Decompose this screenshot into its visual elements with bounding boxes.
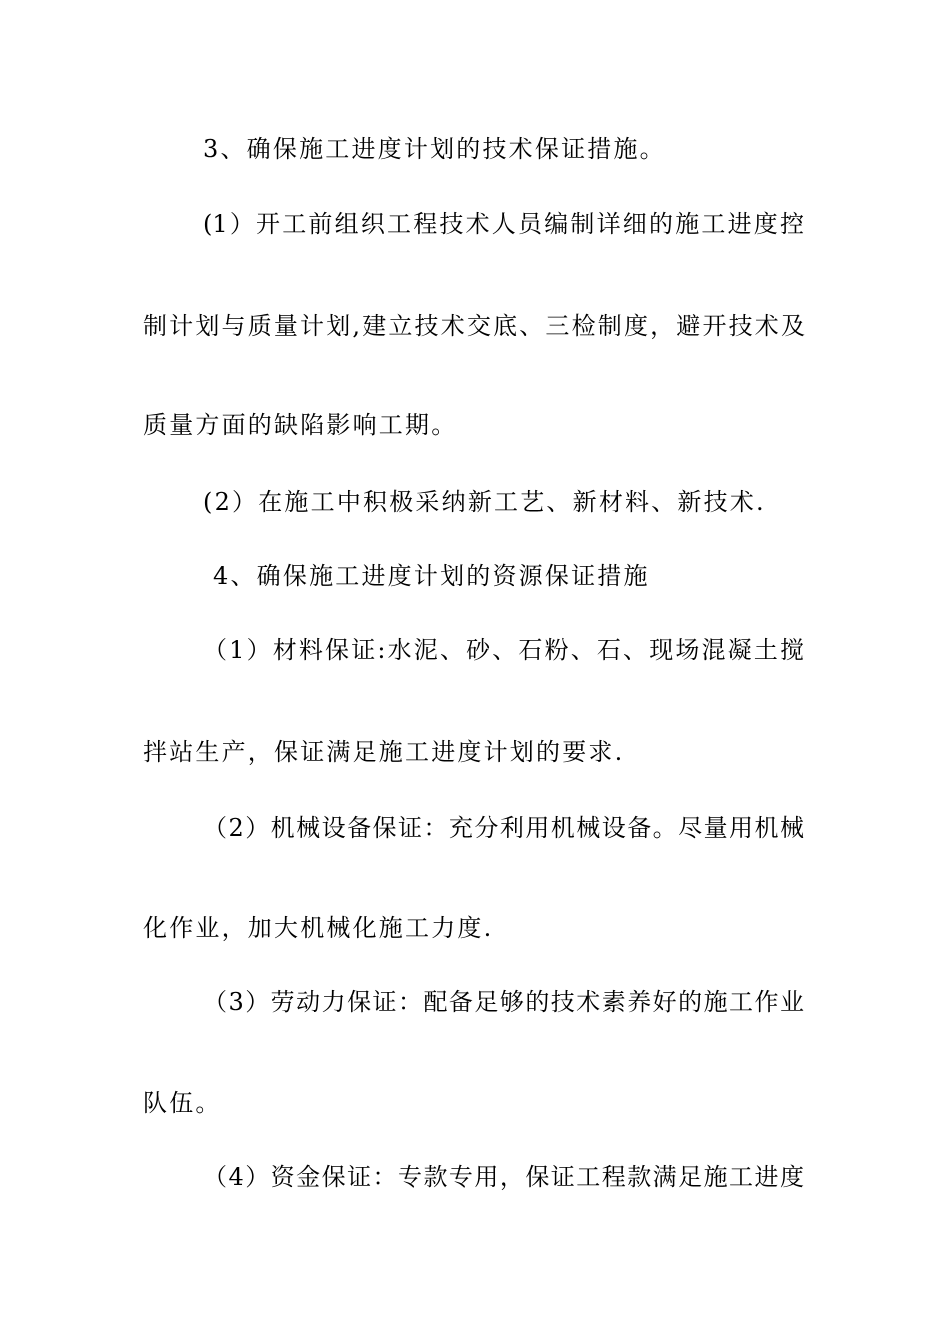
paragraph-3-1-line-2: 制计划与质量计划,建立技术交底、三检制度，避开技术及 [143, 312, 805, 340]
paragraph-3-1-line-1: (1）开工前组织工程技术人员编制详细的施工进度控 [203, 210, 804, 238]
paragraph-4-1-line-2: 拌站生产，保证满足施工进度计划的要求. [143, 738, 625, 766]
paragraph-4-2-line-2: 化作业，加大机械化施工力度. [143, 914, 494, 942]
paragraph-4-3-line-2: 队伍。 [143, 1089, 222, 1117]
paragraph-3-1-line-3: 质量方面的缺陷影响工期。 [143, 411, 458, 439]
paragraph-4-3-line-1: （3）劳动力保证：配备足够的技术素养好的施工作业 [203, 988, 804, 1016]
paragraph-4-1-line-1: （1）材料保证:水泥、砂、石粉、石、现场混凝土搅 [203, 636, 804, 664]
heading-3: 3、确保施工进度计划的技术保证措施。 [203, 135, 666, 163]
paragraph-4-2-line-1: （2）机械设备保证：充分利用机械设备。尽量用机械 [203, 814, 804, 842]
paragraph-3-2: (2）在施工中积极采纳新工艺、新材料、新技术. [203, 488, 766, 516]
heading-4: 4、确保施工进度计划的资源保证措施 [213, 562, 650, 590]
paragraph-4-4-line-1: （4）资金保证：专款专用，保证工程款满足施工进度 [203, 1163, 804, 1191]
